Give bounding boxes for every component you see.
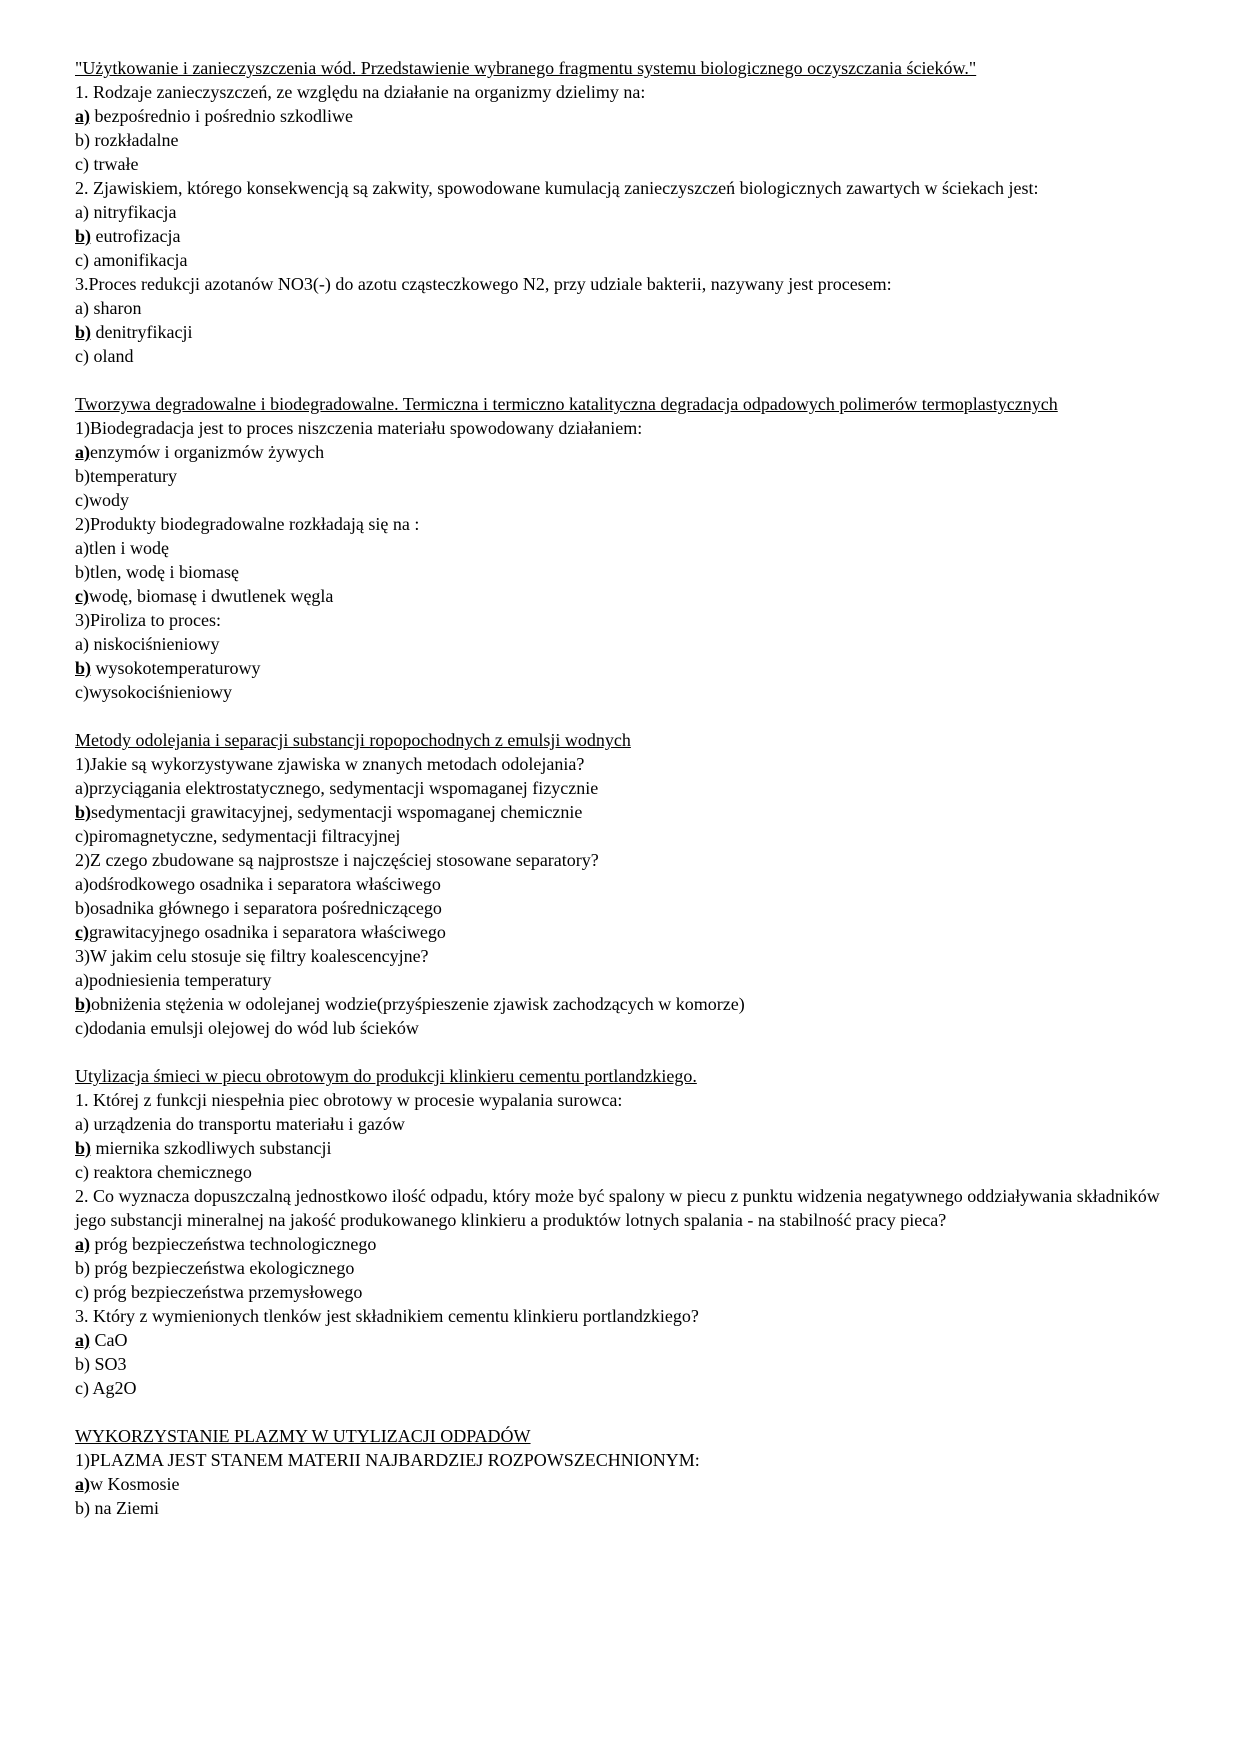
text-line (75, 608, 1175, 632)
correct-answer-marker: a) (75, 106, 90, 126)
line-text: eutrofizacja (91, 226, 181, 246)
line-text: 1)Jakie są wykorzystywane zjawiska w znanych metodach odolejania? (75, 754, 585, 774)
question-section (75, 1064, 1175, 1400)
text-line (75, 440, 1175, 464)
line-text: 1. Której z funkcji niespełnia piec obrotowy w procesie wypalania surowca: (75, 1090, 623, 1110)
line-text: c) próg bezpieczeństwa przemysłowego (75, 1282, 363, 1302)
text-line (75, 200, 1175, 224)
document-page (75, 56, 1175, 1520)
text-line (75, 248, 1175, 272)
correct-answer-marker: b) (75, 322, 92, 342)
section-heading: Metody odolejania i separacji substancji ropopochodnych z emulsji wodnych (75, 730, 631, 750)
text-line (75, 872, 1175, 896)
text-line (75, 1112, 1175, 1136)
text-line (75, 1184, 1175, 1232)
text-line (75, 416, 1175, 440)
line-text: b) rozkładalne (75, 130, 179, 150)
text-line (75, 344, 1175, 368)
line-text: miernika szkodliwych substancji (91, 1138, 332, 1158)
section-heading: "Użytkowanie i zanieczyszczenia wód. Przedstawienie wybranego fragmentu systemu biologicznego oczyszczania ścieków." (75, 58, 977, 78)
text-line (75, 1472, 1175, 1496)
text-line (75, 1232, 1175, 1256)
line-text: c)wysokociśnieniowy (75, 682, 232, 702)
correct-answer-marker: b) (75, 1138, 92, 1158)
correct-answer-marker: a) (75, 1234, 90, 1254)
text-line (75, 920, 1175, 944)
line-text: 3)W jakim celu stosuje się filtry koalescencyjne? (75, 946, 429, 966)
correct-answer-marker: b) (75, 658, 92, 678)
text-line (75, 176, 1175, 200)
line-text: c) reaktora chemicznego (75, 1162, 252, 1182)
line-text: enzymów i organizmów żywych (90, 442, 325, 462)
question-section (75, 56, 1175, 368)
section-heading: Utylizacja śmieci w piecu obrotowym do produkcji klinkieru cementu portlandzkiego. (75, 1066, 697, 1086)
line-text: b) na Ziemi (75, 1498, 159, 1518)
line-text: grawitacyjnego osadnika i separatora właściwego (88, 922, 446, 942)
text-line (75, 1088, 1175, 1112)
correct-answer-marker: a) (75, 442, 90, 462)
line-text: 1. Rodzaje zanieczyszczeń, ze względu na działanie na organizmy dzielimy na: (75, 82, 646, 102)
text-line (75, 1160, 1175, 1184)
text-line (75, 1280, 1175, 1304)
text-line (75, 776, 1175, 800)
text-line (75, 80, 1175, 104)
correct-answer-marker: b) (75, 226, 92, 246)
line-text: c)dodania emulsji olejowej do wód lub ścieków (75, 1018, 419, 1038)
line-text: CaO (90, 1330, 128, 1350)
text-line (75, 656, 1175, 680)
line-text: 1)Biodegradacja jest to proces niszczenia materiału spowodowany działaniem: (75, 418, 643, 438)
text-line (75, 320, 1175, 344)
text-line (75, 536, 1175, 560)
text-line (75, 848, 1175, 872)
line-text: 2. Zjawiskiem, którego konsekwencją są zakwity, spowodowane kumulacją zanieczyszczeń biologicznych zawartych w ściekach jest: (75, 178, 1039, 198)
line-text: sedymentacji grawitacyjnej, sedymentacji wspomaganej chemicznie (91, 802, 583, 822)
line-text: wysokotemperaturowy (91, 658, 261, 678)
line-text: c) amonifikacja (75, 250, 188, 270)
line-text: c) Ag2O (75, 1378, 137, 1398)
text-line (75, 1256, 1175, 1280)
correct-answer-marker: c) (75, 922, 89, 942)
line-text: b) próg bezpieczeństwa ekologicznego (75, 1258, 355, 1278)
line-text: a)przyciągania elektrostatycznego, sedymentacji wspomaganej fizycznie (75, 778, 599, 798)
line-text: denitryfikacji (91, 322, 193, 342)
line-text: obniżenia stężenia w odolejanej wodzie(przyśpieszenie zjawisk zachodzących w komorze) (91, 994, 745, 1014)
line-text: c) oland (75, 346, 134, 366)
text-line (75, 584, 1175, 608)
text-line (75, 464, 1175, 488)
section-heading: WYKORZYSTANIE PLAZMY W UTYLIZACJI ODPADÓW (75, 1426, 531, 1446)
line-text: a) nitryfikacja (75, 202, 177, 222)
text-line (75, 1136, 1175, 1160)
line-text: bezpośrednio i pośrednio szkodliwe (90, 106, 353, 126)
text-line (75, 896, 1175, 920)
line-text: b)temperatury (75, 466, 177, 486)
text-line (75, 1448, 1175, 1472)
text-line (75, 944, 1175, 968)
line-text: a) urządzenia do transportu materiału i gazów (75, 1114, 405, 1134)
line-text: 3. Który z wymienionych tlenków jest składnikiem cementu klinkieru portlandzkiego? (75, 1306, 699, 1326)
question-section (75, 392, 1175, 704)
text-line (75, 824, 1175, 848)
correct-answer-marker: a) (75, 1474, 90, 1494)
text-line (75, 680, 1175, 704)
text-line (75, 968, 1175, 992)
line-text: 3.Proces redukcji azotanów NO3(-) do azotu cząsteczkowego N2, przy udziale bakterii, nazywany jest procesem: (75, 274, 892, 294)
line-text: próg bezpieczeństwa technologicznego (90, 1234, 377, 1254)
line-text: b) SO3 (75, 1354, 127, 1374)
correct-answer-marker: b) (75, 802, 92, 822)
line-text: wodę, biomasę i dwutlenek węgla (88, 586, 334, 606)
line-text: b)tlen, wodę i biomasę (75, 562, 239, 582)
section-heading: Tworzywa degradowalne i biodegradowalne. Termiczna i termiczno katalityczna degradacja odpadowych polimerów termoplastycznych (75, 394, 1058, 414)
question-section (75, 1424, 1175, 1520)
line-text: a)tlen i wodę (75, 538, 169, 558)
text-line (75, 128, 1175, 152)
text-line (75, 224, 1175, 248)
text-line (75, 512, 1175, 536)
text-line (75, 1328, 1175, 1352)
line-text: a)odśrodkowego osadnika i separatora właściwego (75, 874, 441, 894)
line-text: w Kosmosie (90, 1474, 180, 1494)
line-text: c)wody (75, 490, 129, 510)
line-text: 1)PLAZMA JEST STANEM MATERII NAJBARDZIEJ ROZPOWSZECHNIONYM: (75, 1450, 700, 1470)
text-line (75, 800, 1175, 824)
text-line (75, 1016, 1175, 1040)
text-line (75, 1352, 1175, 1376)
question-section (75, 728, 1175, 1040)
text-line (75, 1376, 1175, 1400)
line-text: c) trwałe (75, 154, 139, 174)
text-line (75, 152, 1175, 176)
line-text: 3)Piroliza to proces: (75, 610, 221, 630)
text-line (75, 632, 1175, 656)
line-text: b)osadnika głównego i separatora pośredniczącego (75, 898, 442, 918)
correct-answer-marker: c) (75, 586, 89, 606)
line-text: c)piromagnetyczne, sedymentacji filtracyjnej (75, 826, 401, 846)
correct-answer-marker: a) (75, 1330, 90, 1350)
line-text: 2. Co wyznacza dopuszczalną jednostkowo ilość odpadu, który może być spalony w piecu z punktu widzenia negatywnego oddziaływania składników jego substancji mineralnej na jakość produkowanego klinkieru a produktów lotnych spalania - na stabilność pracy pieca? (75, 1186, 1165, 1230)
text-line (75, 1304, 1175, 1328)
text-line (75, 296, 1175, 320)
text-line (75, 992, 1175, 1016)
correct-answer-marker: b) (75, 994, 92, 1014)
text-line (75, 560, 1175, 584)
line-text: 2)Z czego zbudowane są najprostsze i najczęściej stosowane separatory? (75, 850, 599, 870)
line-text: a) niskociśnieniowy (75, 634, 220, 654)
text-line (75, 488, 1175, 512)
line-text: a) sharon (75, 298, 142, 318)
text-line (75, 1496, 1175, 1520)
text-line (75, 272, 1175, 296)
text-line (75, 752, 1175, 776)
line-text: a)podniesienia temperatury (75, 970, 272, 990)
line-text: 2)Produkty biodegradowalne rozkładają się na : (75, 514, 420, 534)
text-line (75, 104, 1175, 128)
